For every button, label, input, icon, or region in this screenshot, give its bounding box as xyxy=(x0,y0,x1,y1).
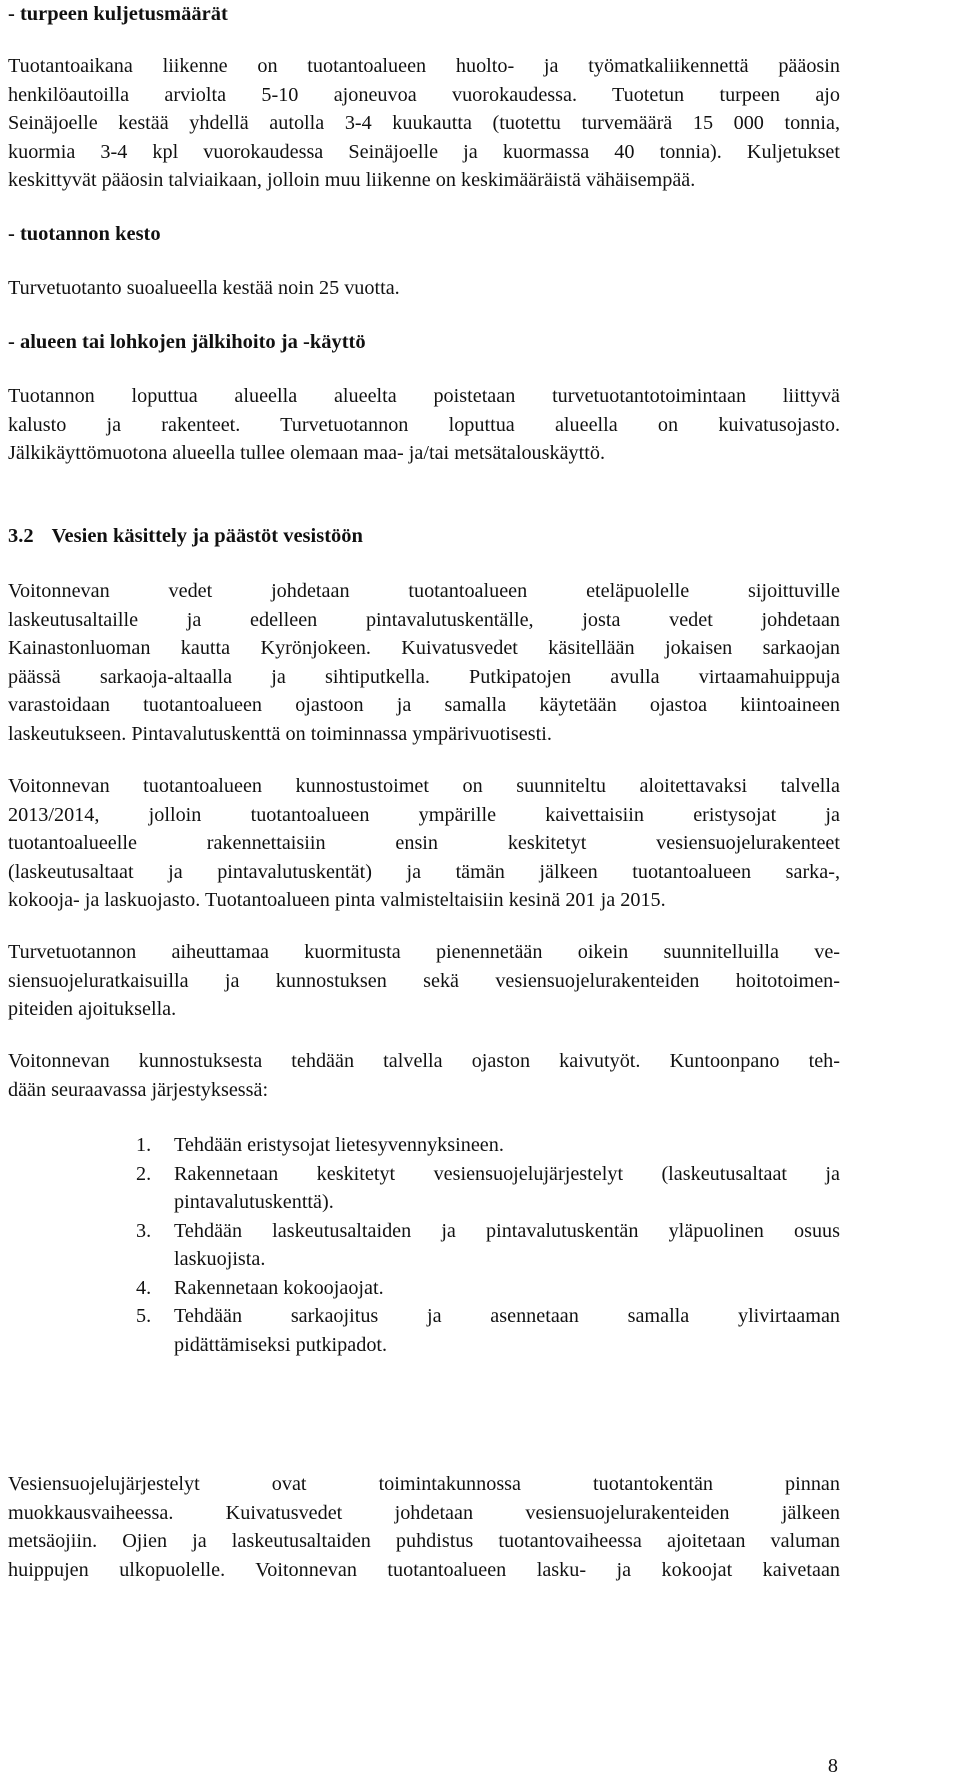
text-line: Turvetuotannon aiheuttamaa kuormitusta pienennetään oikein suunnitelluilla ve- xyxy=(8,941,840,963)
text-line: metsäojiin. Ojien ja laskeutusaltaiden puhdistus tuotantovaiheessa ajoitetaan valuman xyxy=(8,1530,840,1552)
paragraph-water-handling xyxy=(8,577,840,748)
section-number: 3.2 xyxy=(8,525,34,547)
text-line: (laskeutusaltaat ja pintavalutuskentät) ja tämän jälkeen tuotantoalueen sarka-, xyxy=(8,860,840,883)
list-item-number: 4. xyxy=(136,1276,152,1299)
paragraph-peat-transport xyxy=(8,52,840,195)
text-line: Turvetuotanto suoalueella kestää noin 25 vuotta. xyxy=(8,277,400,299)
text-line: piteiden ajoituksella. xyxy=(8,998,177,1020)
text-line: Kainastonluoman kautta Kyrönjokeen. Kuivatusvedet käsitellään jokaisen sarkaojan xyxy=(8,637,840,659)
text-line: varastoidaan tuotantoalueen ojastoon ja samalla käytetään ojastoa kiintoaineen xyxy=(8,694,840,716)
heading-aftercare: - alueen tai lohkojen jälkihoito ja -käyttö xyxy=(8,331,366,353)
text-line: 2013/2014, jolloin tuotantoalueen ympärille kaivettaisiin eristysojat ja xyxy=(8,803,840,826)
section-heading xyxy=(8,522,363,550)
list-item-number: 1. xyxy=(136,1134,152,1156)
list-item xyxy=(136,1217,840,1274)
text-line: tuotantoalueelle rakennettaisiin ensin keskitetyt vesiensuojelurakenteet xyxy=(8,832,840,854)
list-item-text: Tehdään eristysojat lietesyvennyksineen. xyxy=(174,1134,504,1156)
text-line: dään seuraavassa järjestyksessä: xyxy=(8,1078,269,1101)
text-line: henkilöautoilla arviolta 5-10 ajoneuvoa vuorokaudessa. Tuotetun turpeen ajo xyxy=(8,83,840,106)
list-item-text: Tehdään laskeutusaltaiden ja pintavalutuskentän yläpuolinen osuus xyxy=(174,1219,840,1242)
text-line: Tuotannon loputtua alueella alueelta poistetaan turvetuotantotoimintaan liittyvä xyxy=(8,385,840,407)
section-title: Vesien käsittely ja päästöt vesistöön xyxy=(51,525,363,547)
paragraph-water-protection-status xyxy=(8,1470,840,1584)
text-line: muokkausvaiheessa. Kuivatusvedet johdetaan vesiensuojelurakenteiden jälkeen xyxy=(8,1501,840,1524)
paragraph-restoration-plan xyxy=(8,772,840,915)
list-item xyxy=(136,1160,840,1217)
text-line: Jälkikäyttömuotona alueella tullee olemaan maa- ja/tai metsätalouskäyttö. xyxy=(8,442,606,464)
list-item-text: laskuojista. xyxy=(174,1248,266,1270)
text-line: kuormia 3-4 kpl vuorokaudessa Seinäjoelle ja kuormassa 40 tonnia). Kuljetukset xyxy=(8,140,840,163)
heading-peat-transport: - turpeen kuljetusmäärät xyxy=(8,3,228,25)
text-line: keskittyvät pääosin talviaikaan, jolloin muu liikenne on keskimääräistä vähäisempää. xyxy=(8,169,696,191)
list-item xyxy=(136,1131,840,1160)
list-item-text: Rakennetaan kokoojaojat. xyxy=(174,1276,384,1299)
text-line: Tuotantoaikana liikenne on tuotantoalueen huolto- ja työmatkaliikennettä pääosin xyxy=(8,55,840,77)
text-line: laskeutusaltaille ja edelleen pintavalutuskentälle, josta vedet johdetaan xyxy=(8,608,840,631)
list-item-number: 3. xyxy=(136,1219,152,1242)
list-item-text: pintavalutuskenttä). xyxy=(174,1191,334,1213)
paragraph-production-duration xyxy=(8,274,840,303)
paragraph-aftercare xyxy=(8,382,840,468)
list-item-number: 5. xyxy=(136,1305,152,1327)
text-line: kokooja- ja laskuojasto. Tuotantoalueen pinta valmisteltaisiin kesinä 201 ja 2015. xyxy=(8,889,666,911)
paragraph-work-order-intro xyxy=(8,1047,840,1104)
text-line: päässä sarkaoja-altaalla ja sihtiputkella. Putkipatojen avulla virtaamahuippuja xyxy=(8,665,840,688)
text-line: huippujen ulkopuolelle. Voitonnevan tuotantoalueen lasku- ja kokoojat kaivetaan xyxy=(8,1558,840,1581)
list-item xyxy=(136,1302,840,1359)
text-line: Vesiensuojelujärjestelyt ovat toimintakunnossa tuotantokentän pinnan xyxy=(8,1473,840,1495)
text-line: laskeutukseen. Pintavalutuskenttä on toiminnassa ympärivuotisesti. xyxy=(8,722,552,745)
text-line: Voitonnevan tuotantoalueen kunnostustoimet on suunniteltu aloitettavaksi talvella xyxy=(8,775,840,797)
list-item xyxy=(136,1274,840,1303)
text-line: Voitonnevan kunnostuksesta tehdään talvella ojaston kaivutyöt. Kuntoonpano teh- xyxy=(8,1050,840,1072)
text-line: Voitonnevan vedet johdetaan tuotantoalueen eteläpuolelle sijoittuville xyxy=(8,580,840,602)
list-item-number: 2. xyxy=(136,1162,152,1185)
text-line: kalusto ja rakenteet. Turvetuotannon loputtua alueella on kuivatusojasto. xyxy=(8,413,840,436)
page-number: 8 xyxy=(827,1755,838,1777)
work-order-list xyxy=(136,1131,840,1359)
text-line: siensuojeluratkaisuilla ja kunnostuksen sekä vesiensuojelurakenteiden hoitotoimen- xyxy=(8,969,840,992)
text-line: Seinäjoelle kestää yhdellä autolla 3-4 kuukautta (tuotettu turvemäärä 15 000 tonnia, xyxy=(8,112,840,134)
list-item-text: Tehdään sarkaojitus ja asennetaan samalla ylivirtaaman xyxy=(174,1305,840,1327)
list-item-text: Rakennetaan keskitetyt vesiensuojelujärjestelyt (laskeutusaltaat ja xyxy=(174,1162,840,1185)
list-item-text: pidättämiseksi putkipadot. xyxy=(174,1333,388,1356)
paragraph-load-reduction xyxy=(8,938,840,1024)
heading-production-duration: - tuotannon kesto xyxy=(8,223,161,245)
